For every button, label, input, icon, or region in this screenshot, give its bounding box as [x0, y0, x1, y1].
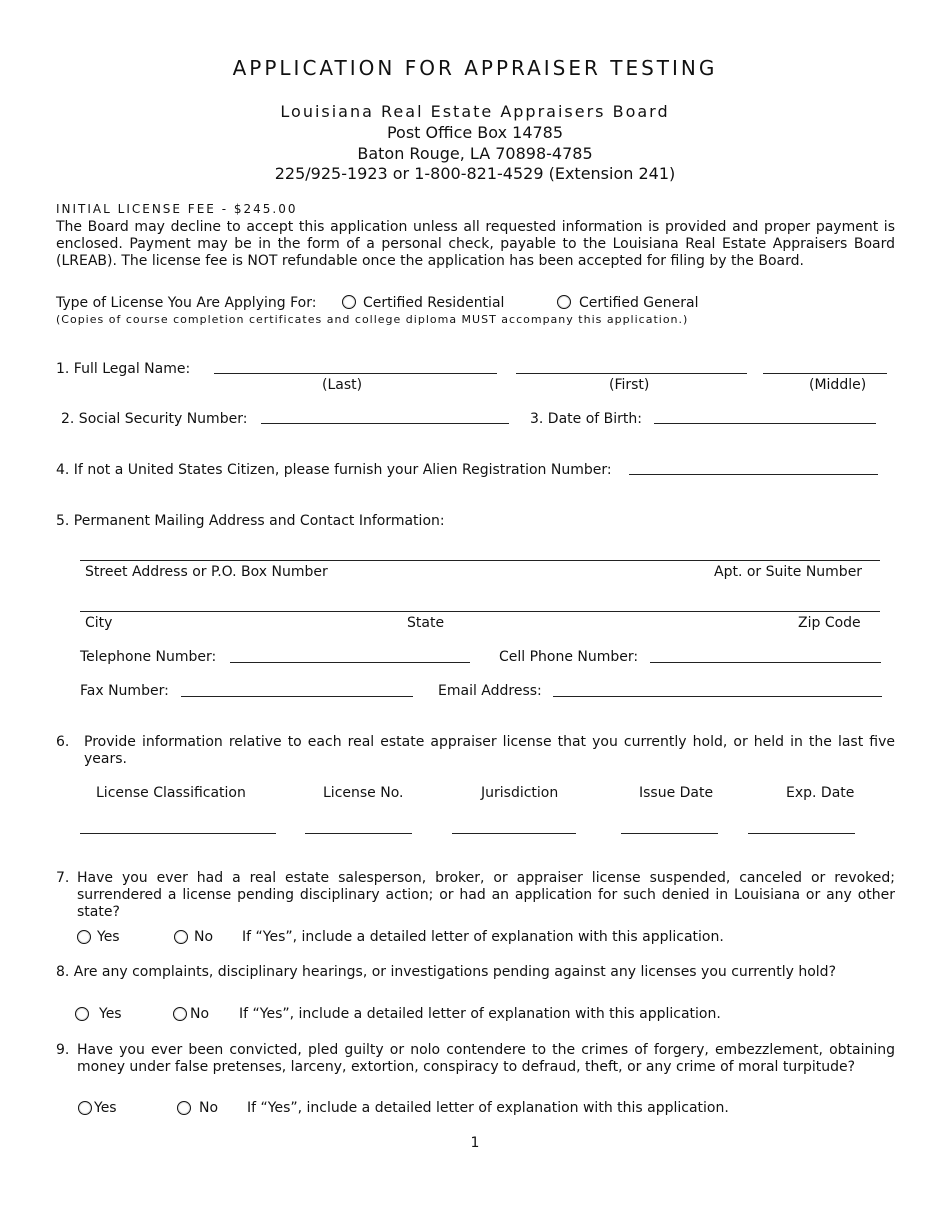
q1-label: 1. Full Legal Name:	[56, 361, 191, 377]
board-phone: 225/925-1923 or 1-800-821-4529 (Extension 241)	[274, 164, 676, 183]
city-caption: City	[85, 615, 113, 631]
q6-number: 6.	[56, 734, 70, 750]
q9-text: Have you ever been convicted, pled guilty or nolo contendere to the crimes of forgery, embezzlement, obtaining money under false pretenses, larceny, extortion, conspiracy to defraud, theft, or any crime of moral turpitude?	[77, 1042, 895, 1075]
q4-label: 4. If not a United States Citizen, please furnish your Alien Registration Number:	[56, 462, 612, 478]
fax-field[interactable]	[181, 696, 413, 697]
q9-no-radio[interactable]	[177, 1101, 191, 1115]
option-certified-residential-label: Certified Residential	[363, 295, 505, 311]
jurisdiction-field[interactable]	[452, 833, 576, 834]
col-issue-date: Issue Date	[639, 785, 714, 801]
col-jurisdiction: Jurisdiction	[481, 785, 559, 801]
board-name: Louisiana Real Estate Appraisers Board	[280, 102, 670, 121]
first-name-field[interactable]	[516, 373, 747, 374]
alien-registration-field[interactable]	[629, 474, 878, 475]
street-address-field[interactable]	[80, 560, 880, 561]
cell-field[interactable]	[650, 662, 881, 663]
license-type-label: Type of License You Are Applying For:	[56, 295, 317, 311]
q8-text: 8. Are any complaints, disciplinary hearings, or investigations pending against any licenses you currently hold?	[56, 964, 837, 980]
ssn-field[interactable]	[261, 423, 509, 424]
q7-no-radio[interactable]	[174, 930, 188, 944]
q9-yes-label: Yes	[94, 1100, 117, 1116]
page-title: APPLICATION FOR APPRAISER TESTING	[232, 56, 718, 80]
telephone-label: Telephone Number:	[80, 649, 217, 665]
exp-date-field[interactable]	[748, 833, 855, 834]
fee-text: The Board may decline to accept this application unless all requested information is provided and proper payment is enclosed. Payment may be in the form of a personal check, payable to the Louisiana Real Estate Appraisers Board (LREAB). The license fee is NOT refundable once the application has been accepted for filing by the Board.	[56, 219, 895, 269]
license-classification-field[interactable]	[80, 833, 276, 834]
option-certified-general-label: Certified General	[579, 295, 699, 311]
middle-name-field[interactable]	[763, 373, 887, 374]
q7-text: Have you ever had a real estate salesperson, broker, or appraiser license suspended, canceled or revoked; surrendered a license pending disciplinary action; or had an application for such denied in Louisiana or any other state?	[77, 870, 895, 920]
q7-no-label: No	[194, 929, 214, 945]
board-po-box: Post Office Box 14785	[386, 123, 564, 142]
q8-yes-label: Yes	[99, 1006, 122, 1022]
fee-label: INITIAL LICENSE FEE - $245.00	[56, 202, 298, 216]
fax-label: Fax Number:	[80, 683, 169, 699]
q8-no-label: No	[190, 1006, 210, 1022]
apt-caption: Apt. or Suite Number	[714, 564, 863, 580]
page-number: 1	[470, 1135, 480, 1151]
board-city: Baton Rouge, LA 70898-4785	[357, 144, 593, 163]
q7-yes-label: Yes	[97, 929, 120, 945]
middle-caption: (Middle)	[809, 377, 867, 393]
dob-field[interactable]	[654, 423, 876, 424]
q7-number: 7.	[56, 870, 70, 886]
city-state-zip-field[interactable]	[80, 611, 880, 612]
q7-explain: If “Yes”, include a detailed letter of explanation with this application.	[242, 929, 724, 945]
email-field[interactable]	[553, 696, 882, 697]
last-name-field[interactable]	[214, 373, 497, 374]
license-type-note: (Copies of course completion certificates and college diploma MUST accompany this application.)	[56, 313, 689, 326]
email-label: Email Address:	[438, 683, 542, 699]
col-license-classification: License Classification	[96, 785, 246, 801]
q8-no-radio[interactable]	[173, 1007, 187, 1021]
issue-date-field[interactable]	[621, 833, 718, 834]
q2-label: 2. Social Security Number:	[61, 411, 248, 427]
q9-number: 9.	[56, 1042, 70, 1058]
q3-label: 3. Date of Birth:	[530, 411, 642, 427]
radio-certified-residential[interactable]	[342, 295, 356, 309]
cell-label: Cell Phone Number:	[499, 649, 639, 665]
q6-text: Provide information relative to each real estate appraiser license that you currently hold, or held in the last five years.	[84, 734, 895, 767]
q9-yes-radio[interactable]	[78, 1101, 92, 1115]
q7-yes-radio[interactable]	[77, 930, 91, 944]
q8-explain: If “Yes”, include a detailed letter of explanation with this application.	[239, 1006, 721, 1022]
radio-certified-general[interactable]	[557, 295, 571, 309]
zip-caption: Zip Code	[798, 615, 861, 631]
state-caption: State	[407, 615, 445, 631]
col-exp-date: Exp. Date	[786, 785, 855, 801]
q9-no-label: No	[199, 1100, 219, 1116]
q9-explain: If “Yes”, include a detailed letter of explanation with this application.	[247, 1100, 729, 1116]
col-license-no: License No.	[323, 785, 404, 801]
last-caption: (Last)	[322, 377, 363, 393]
q5-label: 5. Permanent Mailing Address and Contact Information:	[56, 513, 445, 529]
q8-yes-radio[interactable]	[75, 1007, 89, 1021]
street-caption: Street Address or P.O. Box Number	[85, 564, 328, 580]
license-no-field[interactable]	[305, 833, 412, 834]
first-caption: (First)	[609, 377, 650, 393]
telephone-field[interactable]	[230, 662, 470, 663]
